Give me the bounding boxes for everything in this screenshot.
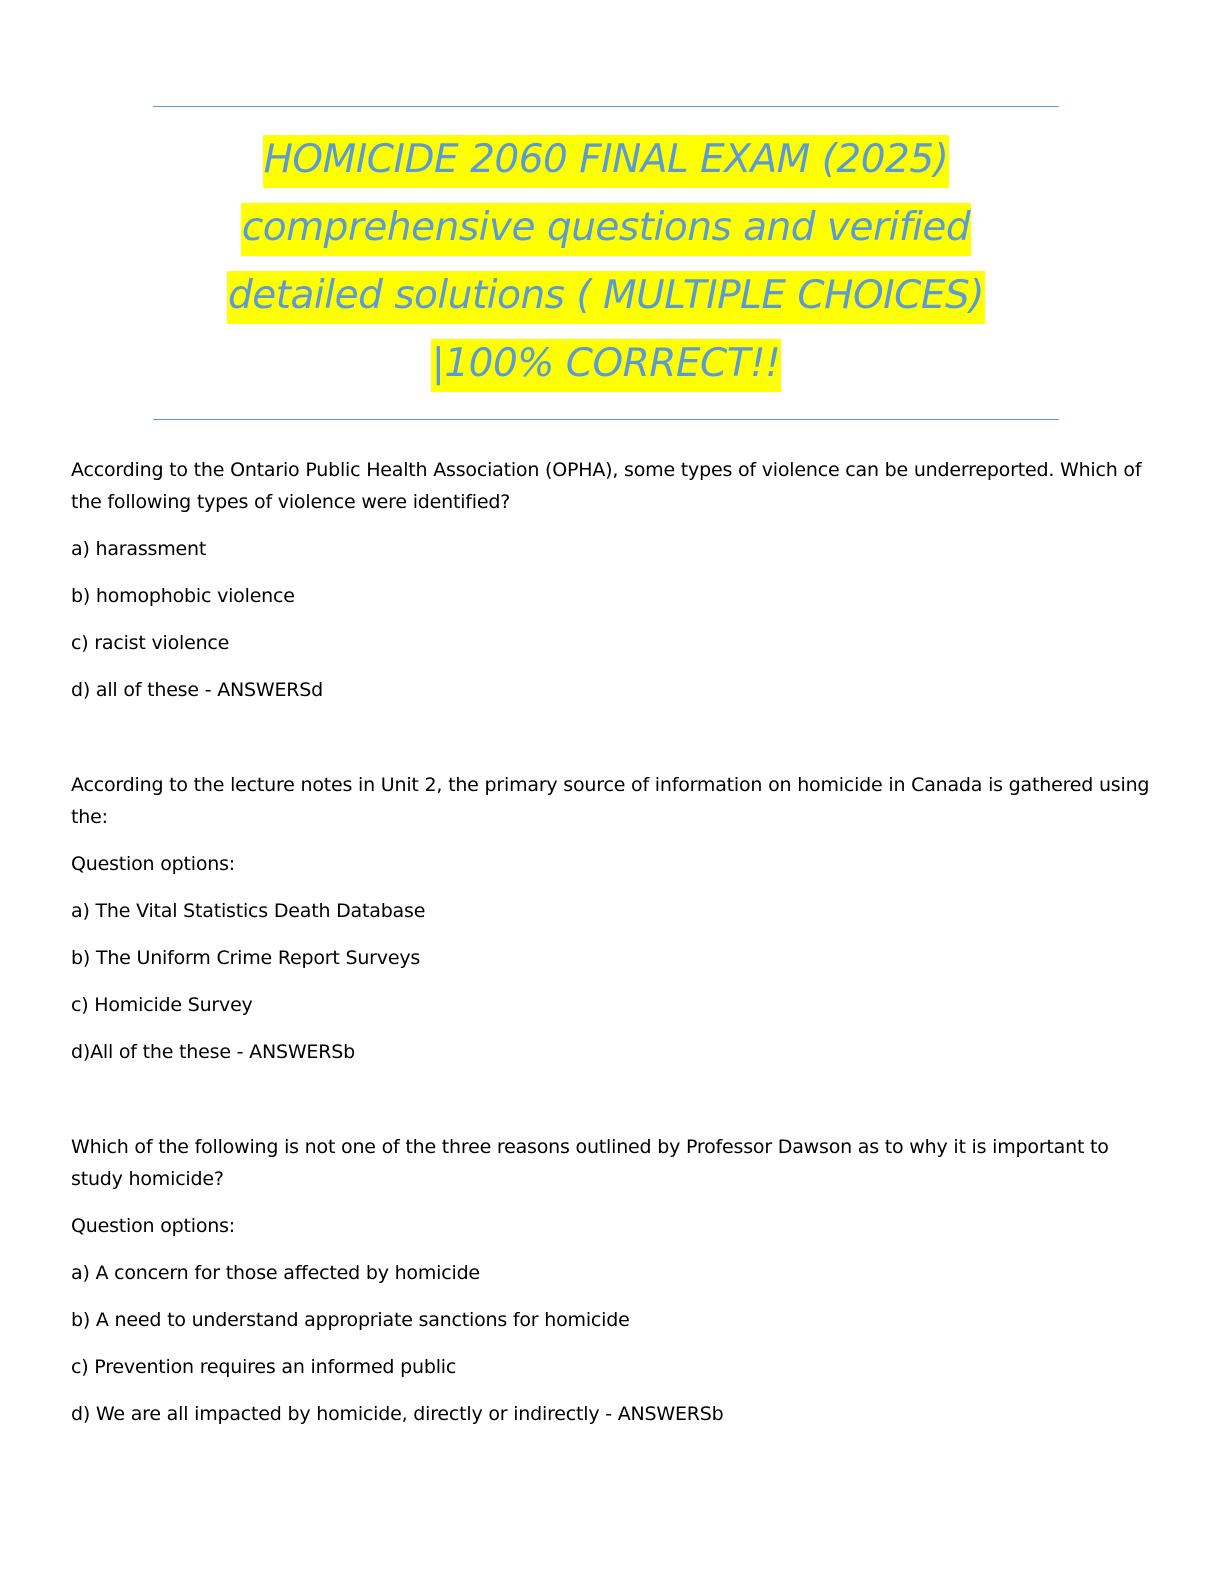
title-line-text: |100% CORRECT!! — [431, 339, 782, 392]
question-stem: According to the lecture notes in Unit 2, the primary source of information on homicide in Canada is gathered using the: — [71, 774, 1150, 828]
title-bottom-rule — [153, 419, 1059, 420]
question-spacer — [71, 721, 1151, 769]
answer-option: a) harassment — [71, 538, 207, 560]
title-line-text: comprehensive questions and verified — [241, 203, 971, 256]
options-label: Question options: — [71, 853, 236, 875]
title-line — [153, 126, 1059, 194]
questions-section — [71, 454, 1151, 1445]
options-label: Question options: — [71, 1215, 236, 1237]
document-title — [153, 126, 1059, 398]
question-stem: Which of the following is not one of the three reasons outlined by Professor Dawson as to why it is important to study homicide? — [71, 1136, 1109, 1190]
title-line-text: detailed solutions ( MULTIPLE CHOICES) — [227, 271, 985, 324]
question-2 — [71, 769, 1151, 1068]
answer-option: d)All of the these - ANSWERSb — [71, 1041, 355, 1063]
answer-option: d) We are all impacted by homicide, directly or indirectly - ANSWERSb — [71, 1403, 724, 1425]
title-top-rule — [153, 106, 1059, 107]
question-3 — [71, 1131, 1151, 1430]
answer-option: d) all of these - ANSWERSd — [71, 679, 323, 701]
answer-option: a) A concern for those affected by homicide — [71, 1262, 480, 1284]
title-line — [153, 262, 1059, 330]
answer-option: c) Prevention requires an informed public — [71, 1356, 457, 1378]
title-line — [153, 330, 1059, 398]
answer-option: c) racist violence — [71, 632, 230, 654]
answer-option: b) The Uniform Crime Report Surveys — [71, 947, 421, 969]
answer-option: b) homophobic violence — [71, 585, 295, 607]
answer-option: a) The Vital Statistics Death Database — [71, 900, 426, 922]
title-line — [153, 194, 1059, 262]
question-1 — [71, 454, 1151, 706]
question-stem: According to the Ontario Public Health Association (OPHA), some types of violence can be underreported. Which of the following types of violence were identified? — [71, 459, 1142, 513]
answer-option: c) Homicide Survey — [71, 994, 253, 1016]
question-spacer — [71, 1083, 1151, 1131]
title-line-text: HOMICIDE 2060 FINAL EXAM (2025) — [263, 135, 950, 188]
answer-option: b) A need to understand appropriate sanctions for homicide — [71, 1309, 630, 1331]
